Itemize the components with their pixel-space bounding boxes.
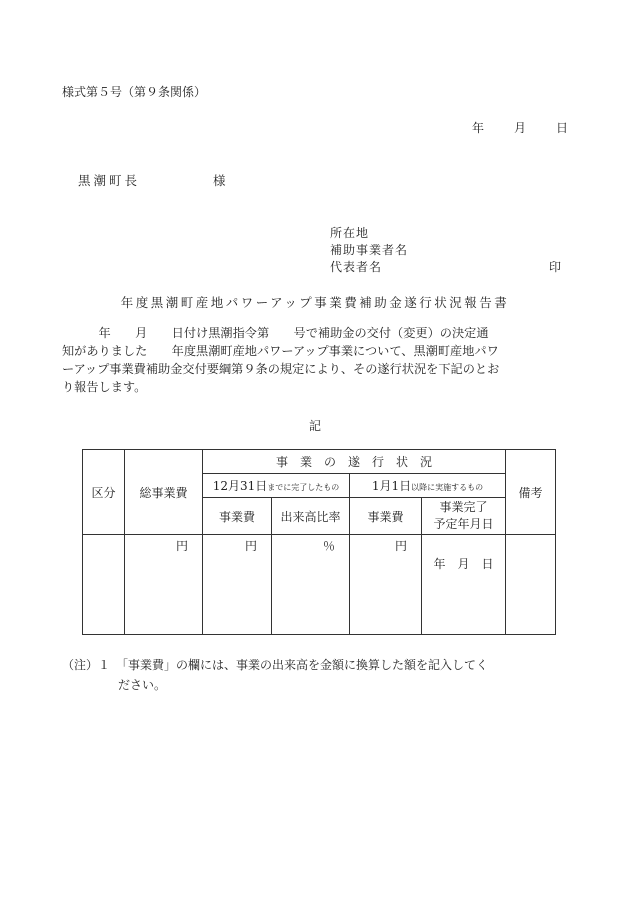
business-name-label: 補助事業者名 [330, 243, 409, 257]
body-line: 年 月 日付け黒潮指令第 号で補助金の交付（変更）の決定通 [62, 326, 489, 340]
header-category: 区分 [83, 450, 125, 535]
header-status: 事 業 の 遂 行 状 況 [203, 450, 506, 474]
status-report-table [82, 449, 556, 635]
cell-cost1-unit: 円 [203, 535, 272, 635]
group1-suffix: までに完了したもの [267, 483, 340, 492]
form-number: 様式第５号（第９条関係） [62, 85, 207, 99]
cell-cost2-unit: 円 [350, 535, 422, 635]
sub-header-completion [422, 498, 506, 535]
body-paragraph [62, 324, 582, 396]
cell-completion-date: 年 月 日 [422, 535, 506, 635]
seal-mark: 印 [549, 260, 562, 274]
addressee-name: 黒潮町長 [78, 173, 141, 188]
ki-heading: 記 [308, 419, 321, 433]
header-remarks: 備考 [506, 450, 556, 535]
group-from-jan1 [350, 474, 506, 498]
group1-date: 12月31日 [212, 479, 268, 493]
address-label: 所在地 [330, 226, 370, 240]
note-line-2: ださい。 [118, 678, 167, 692]
cell-category [83, 535, 125, 635]
date-year: 年 [472, 121, 485, 135]
group2-date: 1月1日 [371, 479, 412, 493]
cell-rate-unit: ％ [272, 535, 350, 635]
date-month: 月 [514, 121, 527, 135]
date-day: 日 [556, 121, 569, 135]
body-line: り報告します。 [62, 380, 147, 394]
cell-total-unit: 円 [125, 535, 203, 635]
sub-header-rate: 出来高比率 [272, 498, 350, 535]
date-line [472, 119, 568, 136]
completion-line-1: 事業完了 [439, 500, 488, 514]
note-line-1: （注）１ 「事業費」の欄には、事業の出来高を金額に換算した額を記入してく [62, 658, 489, 672]
completion-line-2: 予定年月日 [433, 517, 494, 531]
group-completed-by-dec31 [203, 474, 350, 498]
body-line: ーアップ事業費補助金交付要綱第９条の規定により、その遂行状況を下記のとお [62, 362, 500, 376]
sub-header-cost-1: 事業費 [203, 498, 272, 535]
body-line: 知がありました 年度黒潮町産地パワーアップ事業について、黒潮町産地パワ [62, 344, 499, 358]
cell-remarks [506, 535, 556, 635]
group2-suffix: 以降に実施するもの [411, 483, 484, 492]
representative-label: 代表者名 [330, 260, 383, 274]
sub-header-cost-2: 事業費 [350, 498, 422, 535]
addressee-honorific: 様 [213, 173, 226, 188]
document-title: 年度黒潮町産地パワーアップ事業費補助金遂行状況報告書 [120, 295, 510, 310]
header-total-cost: 総事業費 [125, 450, 203, 535]
